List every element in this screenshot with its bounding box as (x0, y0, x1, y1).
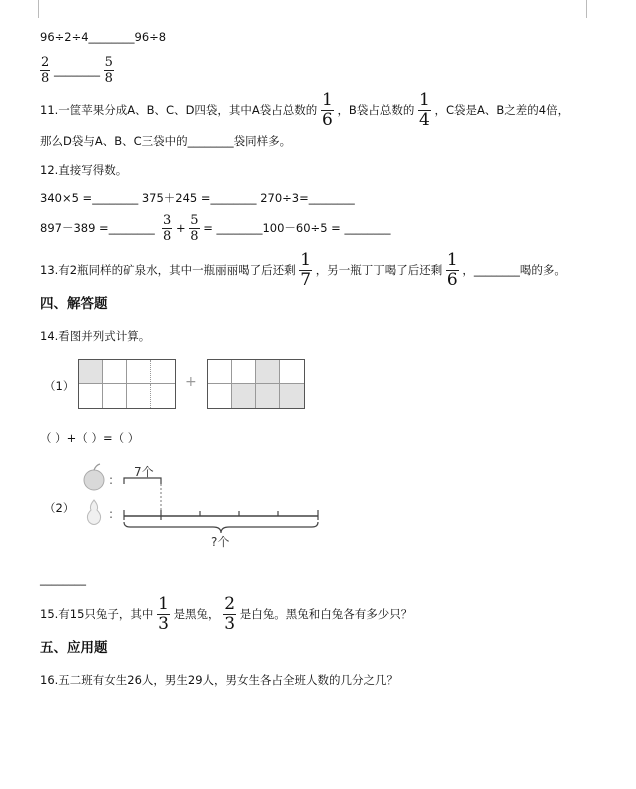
compare-line-1: 96÷2÷4________96÷8 (40, 30, 167, 44)
section-heading-5: 五、应用题 (40, 640, 108, 656)
fraction-grid-1 (78, 359, 176, 409)
grid-cell (256, 384, 280, 408)
question-13: 13.有2瓶同样的矿泉水，其中一瓶丽丽喝了后还剩 $\frac{1}{7}$ ，另一瓶丁丁喝了后还剩 $\frac{1}{6}$ ，________喝的多。 (40, 250, 566, 290)
fraction: $\frac{1}{7}$ (300, 250, 312, 290)
apple-icon (84, 464, 104, 490)
question-11: 11.一筐苹果分成A、B、C、D四袋，其中A袋占总数的 $\frac{1}{6}$ ，B袋占总数的 $\frac{1}{4}$ ，C袋是A、B之差的4倍， (40, 90, 570, 130)
fraction: $\frac{5}{8}$ (190, 213, 199, 244)
grid-cell (79, 360, 103, 384)
question-15: 15.有15只兔子，其中 $\frac{1}{3}$ 是黑兔， $\frac{2}{3}$ 是白兔。黑兔和白兔各有多少只？ (40, 594, 413, 634)
expression-blanks: （ ）+（ ）=（ ） (40, 431, 140, 445)
label-7: 7个 (134, 465, 154, 479)
grid-cell (127, 384, 151, 408)
grid-cell (79, 384, 103, 408)
plus-sign: + (185, 374, 197, 390)
fraction: $\frac{3}{8}$ (163, 213, 172, 244)
fraction: $\frac{1}{6}$ (446, 250, 458, 290)
label-question: ?个 (211, 535, 230, 549)
question-12-row-2: 897－389 =________ $\frac{3}{8}$ + $\frac{5}{8}$ = ________100－60÷5 = ________ (40, 213, 391, 244)
pear-icon (87, 500, 100, 525)
question-11-cont: 那么D袋与A、B、C三袋中的________袋同样多。 (40, 134, 292, 148)
question-12: 12.直接写得数。 (40, 163, 128, 177)
grid-cell (280, 384, 304, 408)
grid-cell (232, 384, 256, 408)
fraction: $\frac{2}{3}$ (224, 594, 236, 634)
answer-blank-line: ________ (40, 572, 86, 586)
sub-question-2-label: （2） (44, 501, 75, 515)
grid-cell (103, 360, 127, 384)
fraction: $\frac{2}{8}$ (41, 55, 50, 86)
question-16: 16.五二班有女生26人，男生29人，男女生各占全班人数的几分之几？ (40, 673, 399, 687)
grid-cell (103, 384, 127, 408)
fraction: $\frac{1}{3}$ (158, 594, 169, 634)
grid-cell (232, 360, 256, 384)
section-heading-4: 四、解答题 (40, 296, 108, 312)
grid-cell (256, 360, 280, 384)
grid-cell (151, 360, 175, 384)
corner-mark-right (586, 0, 587, 18)
fraction: $\frac{1}{6}$ (321, 90, 333, 130)
grid-cell (280, 360, 304, 384)
grid-cell (208, 384, 232, 408)
fraction-grid-2 (207, 359, 305, 409)
line-segment-diagram (76, 462, 326, 550)
fraction: $\frac{5}{8}$ (104, 55, 113, 86)
corner-mark-left (38, 0, 39, 18)
question-14: 14.看图并列式计算。 (40, 329, 151, 343)
sub-question-1-label: （1） (44, 379, 75, 393)
grid-cell (127, 360, 151, 384)
question-12-row-1: 340×5 =________ 375＋245 =________ 270÷3=________ (40, 191, 355, 205)
apple-colon: : (109, 473, 114, 487)
fraction: $\frac{1}{4}$ (418, 90, 430, 130)
compare-line-2: $\frac{2}{8}$ ________ $\frac{5}{8}$ (41, 55, 113, 86)
grid-cell (151, 384, 175, 408)
pear-colon: : (109, 507, 114, 521)
grid-cell (208, 360, 232, 384)
